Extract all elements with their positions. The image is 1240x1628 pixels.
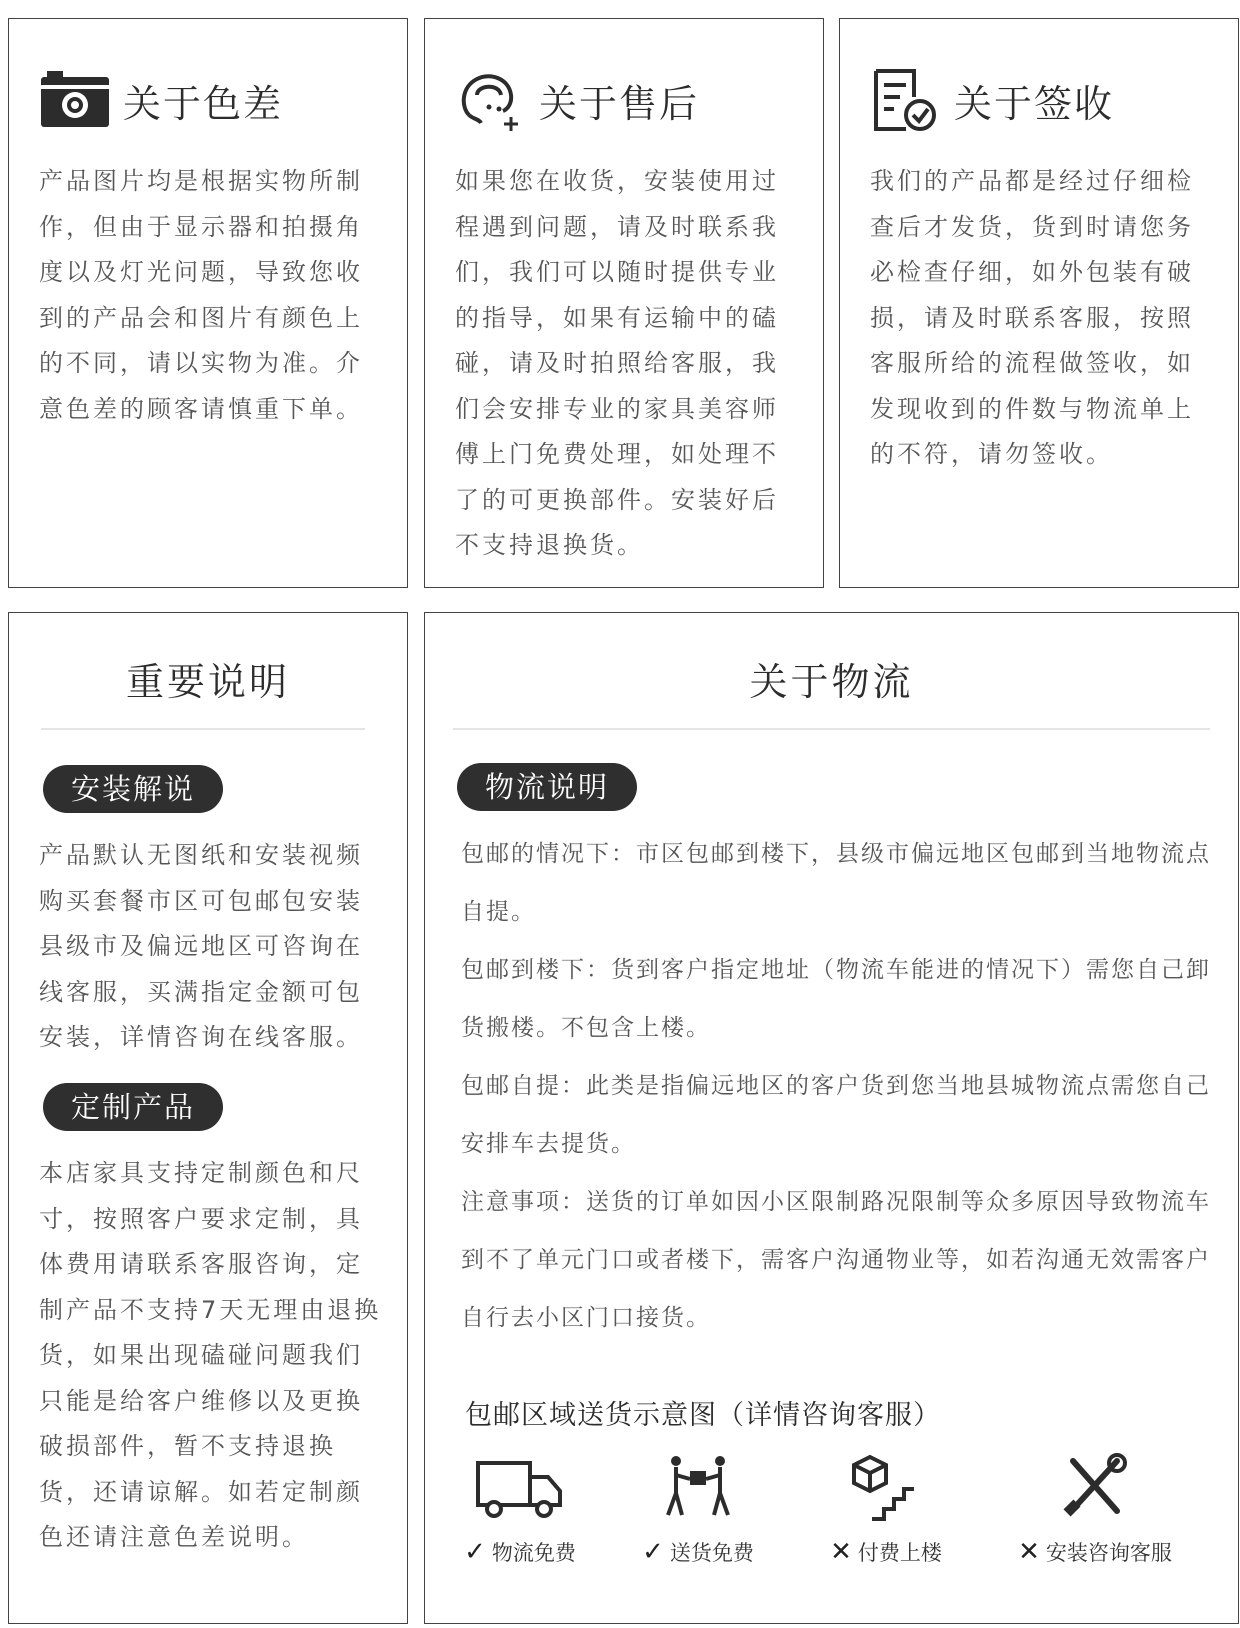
color-card-body: 产品图片均是根据实物所制作，但由于显示器和拍摄角度以及灯光问题，导致您收到的产品会和图片有颜色上的不同，请以实物为准。介意色差的顾客请慎重下单。 bbox=[39, 167, 363, 423]
benefit-logistics-free bbox=[425, 1453, 615, 1567]
cross-icon: ✕ bbox=[830, 1537, 852, 1567]
camera-icon bbox=[39, 67, 111, 133]
logistics-card bbox=[424, 612, 1239, 1624]
aftersale-card-title: 关于售后 bbox=[539, 81, 700, 126]
benefit-text: 物流免费 bbox=[491, 1541, 576, 1565]
document-check-icon bbox=[870, 67, 942, 133]
logistics-paragraphs bbox=[461, 825, 1212, 1347]
benefit-delivery-free bbox=[603, 1453, 793, 1567]
logistics-divider bbox=[453, 728, 1210, 730]
color-difference-card bbox=[8, 18, 408, 588]
custom-label-badge: 定制产品 bbox=[43, 1083, 223, 1131]
notes-card-title: 重要说明 bbox=[125, 660, 290, 704]
cross-icon: ✕ bbox=[1018, 1537, 1040, 1567]
after-sales-card bbox=[424, 18, 824, 588]
logistics-paragraph: 包邮自提：此类是指偏远地区的客户货到您当地县城物流点需您自己安排车去提货。 bbox=[461, 1073, 1211, 1157]
truck-icon bbox=[472, 1453, 568, 1523]
aftersale-card-header bbox=[455, 67, 699, 133]
notes-divider bbox=[41, 728, 365, 730]
logistics-paragraph: 包邮到楼下：货到客户指定地址（物流车能进的情况下）需您自己卸货搬楼。不包含上楼。 bbox=[461, 957, 1211, 1041]
logistics-label-badge: 物流说明 bbox=[457, 763, 637, 811]
tools-icon bbox=[1047, 1453, 1143, 1523]
benefit-label bbox=[425, 1537, 615, 1567]
benefit-install-consult bbox=[985, 1453, 1205, 1567]
check-icon: ✓ bbox=[642, 1537, 664, 1567]
receipt-card-body: 我们的产品都是经过仔细检查后才发货，货到时请您务必检查仔细，如外包装有破损，请及时联系客服，按照客服所给的流程做签收，如发现收到的件数与物流单上的不符，请勿签收。 bbox=[870, 167, 1194, 468]
delivery-diagram-title: 包邮区域送货示意图（详情咨询客服） bbox=[465, 1400, 941, 1431]
receipt-card-header bbox=[870, 67, 1114, 133]
logistics-card-title: 关于物流 bbox=[749, 660, 914, 704]
benefit-paid-upstairs bbox=[791, 1453, 981, 1567]
logistics-paragraph: 包邮的情况下：市区包邮到楼下，县级市偏远地区包邮到当地物流点自提。 bbox=[461, 841, 1211, 925]
logistics-paragraph: 注意事项：送货的订单如因小区限制路况限制等众多原因导致物流车到不了单元门口或者楼下，需客户沟通物业等，如若沟通无效需客户自行去小区门口接货。 bbox=[461, 1189, 1211, 1331]
benefit-text: 付费上楼 bbox=[857, 1541, 942, 1565]
benefit-text: 安装咨询客服 bbox=[1045, 1541, 1172, 1565]
install-label-badge: 安装解说 bbox=[43, 765, 223, 813]
delivery-people-icon bbox=[650, 1453, 746, 1523]
headset-service-icon bbox=[455, 67, 527, 133]
color-card-header bbox=[39, 67, 283, 133]
benefit-label bbox=[985, 1537, 1205, 1567]
check-icon: ✓ bbox=[464, 1537, 486, 1567]
custom-body: 本店家具支持定制颜色和尺寸，按照客户要求定制，具体费用请联系客服咨询，定制产品不支持7天无理由退换货，如果出现磕碰问题我们只能是给客户维修以及更换破损部件，暂不支持退换货，还请谅解。如若定制颜色还请注意色差说明。 bbox=[39, 1159, 382, 1551]
receipt-card bbox=[839, 18, 1239, 588]
benefit-label bbox=[603, 1537, 793, 1567]
receipt-card-title: 关于签收 bbox=[954, 81, 1115, 126]
install-body: 产品默认无图纸和安装视频购买套餐市区可包邮包安装县级市及偏远地区可咨询在线客服，买满指定金额可包安装，详情咨询在线客服。 bbox=[39, 841, 363, 1051]
box-stairs-icon bbox=[838, 1453, 934, 1523]
important-notes-card bbox=[8, 612, 408, 1624]
aftersale-card-body: 如果您在收货，安装使用过程遇到问题，请及时联系我们，我们可以随时提供专业的指导，如果有运输中的磕碰，请及时拍照给客服，我们会安排专业的家具美容师傅上门免费处理，如处理不了的可更换部件。安装好后不支持退换货。 bbox=[455, 167, 779, 559]
benefit-label bbox=[791, 1537, 981, 1567]
benefit-text: 送货免费 bbox=[669, 1541, 754, 1565]
color-card-title: 关于色差 bbox=[123, 81, 284, 126]
